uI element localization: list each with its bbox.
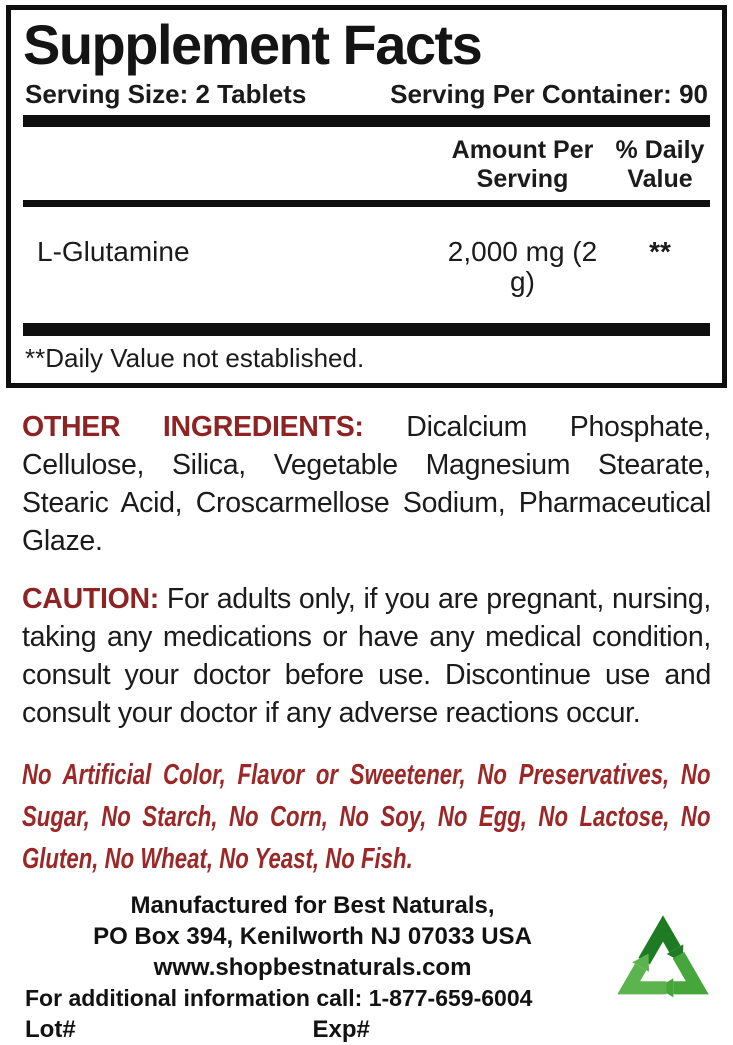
supplement-facts-panel xyxy=(6,5,727,388)
other-ingredients-label: OTHER INGREDIENTS: xyxy=(22,411,364,443)
supplement-label xyxy=(0,5,733,1043)
divider-thick-bottom xyxy=(23,323,710,336)
daily-value-footnote: **Daily Value not established. xyxy=(25,343,365,373)
address-line: PO Box 394, Kenilworth NJ 07033 USA xyxy=(93,923,532,950)
daily-value-header: % Daily Value xyxy=(615,136,705,193)
footer-text xyxy=(25,890,600,1045)
amount-per-serving-header: Amount Per Serving xyxy=(451,136,594,193)
servings-per-container: Serving Per Container: 90 xyxy=(390,79,708,109)
exp-field: Exp# xyxy=(312,1016,370,1043)
footer xyxy=(25,890,733,1045)
column-headers xyxy=(23,127,710,200)
serving-row xyxy=(23,76,710,110)
table-row xyxy=(23,207,710,323)
manufacturer-line: Manufactured for Best Naturals, xyxy=(130,892,495,919)
divider-thick-top xyxy=(23,115,710,127)
phone-line: For additional information call: 1-877-659-6004 xyxy=(25,985,533,1011)
lot-field: Lot# xyxy=(25,1016,76,1043)
nutrient-daily-value: ** xyxy=(649,236,671,267)
website-line: www.shopbestnaturals.com xyxy=(153,954,472,981)
free-of-wrapper xyxy=(22,754,711,880)
caution-paragraph xyxy=(22,580,711,732)
other-ingredients-text: Dicalcium Phosphate, Cellulose, Silica, Vegetable Magnesium Stearate, Stearic Acid, Croscarmellose Sodium, Pharmaceutical Glaze. xyxy=(22,411,711,557)
divider-medium xyxy=(23,200,710,207)
nutrient-amount: 2,000 mg (2 g) xyxy=(447,236,598,297)
other-ingredients-paragraph xyxy=(22,408,711,560)
free-of-statement: No Artificial Color, Flavor or Sweetener, No Preservatives, No Sugar, No Starch, No Corn, No Soy, No Egg, No Lactose, No Gluten, No Wheat, No Yeast, No Fish. xyxy=(22,759,711,875)
info-sections xyxy=(22,408,711,880)
recycle-icon xyxy=(599,902,727,1034)
serving-size: Serving Size: 2 Tablets xyxy=(25,79,307,109)
panel-title: Supplement Facts xyxy=(23,13,482,76)
lot-exp-row xyxy=(25,1014,600,1045)
caution-text: For adults only, if you are pregnant, nursing, taking any medications or have any medical condition, consult your doctor before use. Discontinue use and consult your doctor if any adverse reactions occur. xyxy=(22,583,711,729)
caution-label: CAUTION: xyxy=(22,583,159,615)
nutrient-name: L-Glutamine xyxy=(37,236,190,267)
